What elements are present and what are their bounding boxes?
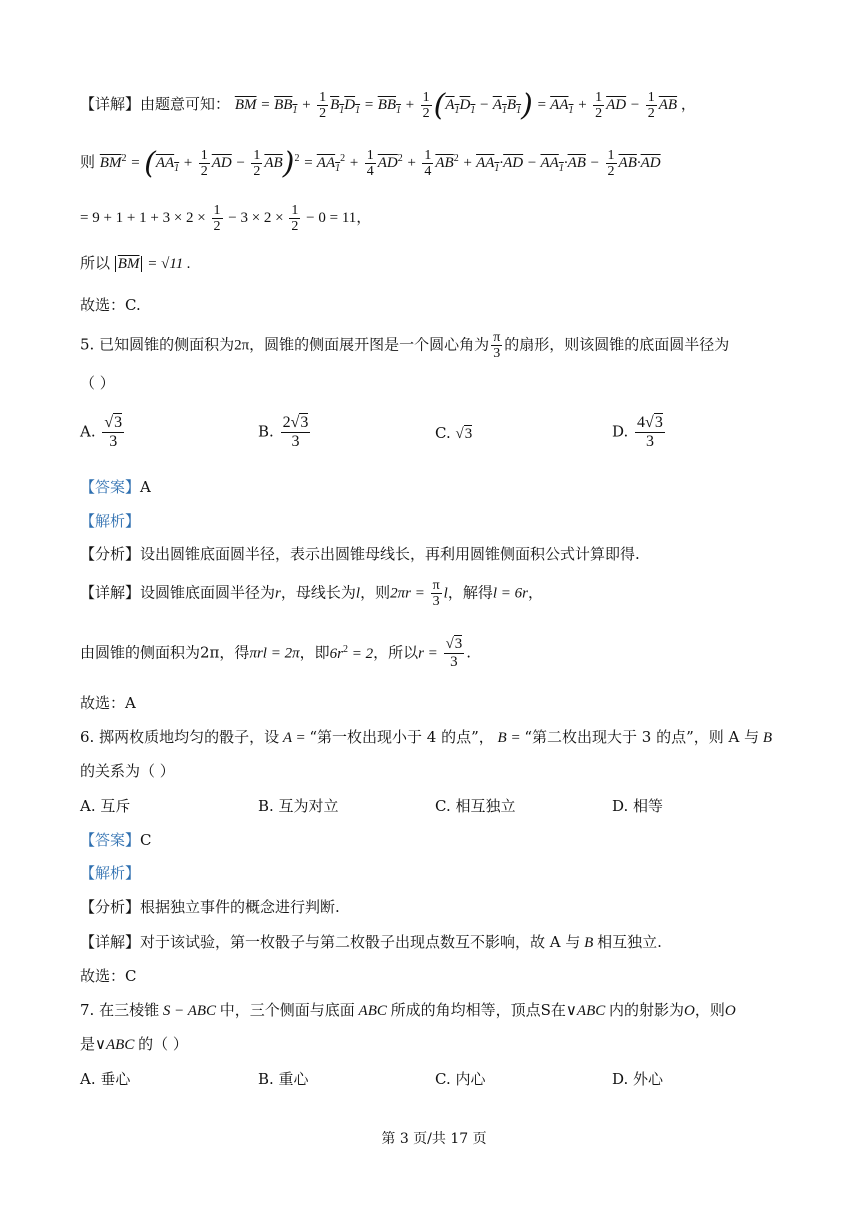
fenxi-text: 根据独立事件的概念进行判断. <box>140 898 340 916</box>
stem-part: ，圆锥的侧面展开图是一个圆心角为 <box>249 335 490 354</box>
calc-part1: = 9 + 1 + 1 + 3 × 2 × <box>80 209 210 226</box>
line-prefix: 则 <box>80 152 96 171</box>
stem-part: 6. 掷两枚质地均匀的骰子，设 <box>80 728 280 746</box>
q4-detail-line1 <box>80 88 696 123</box>
bm-value: = √11 . <box>147 256 191 272</box>
option-label: D. <box>612 422 629 441</box>
detail-part: ，所以 <box>373 643 419 662</box>
stem-part: “第二枚出现大于 3 的点”，则 A 与 <box>524 728 760 746</box>
q6-fenxi <box>80 896 340 917</box>
detail-part: ，则 <box>360 583 391 602</box>
q6-option-a: A. 互斥 <box>80 797 131 815</box>
q5-fenxi <box>80 543 640 564</box>
detail-part: 由圆锥的侧面积为 <box>80 643 201 662</box>
detail-part: ， <box>527 583 543 602</box>
q6-option-d: D. 相等 <box>612 797 664 815</box>
stem-part: 7. 在三棱锥 <box>80 1001 160 1019</box>
line-prefix: 所以 <box>80 254 111 272</box>
detail-tag: 【详解】 <box>80 583 141 602</box>
q4-detail-line4 <box>80 252 191 273</box>
q6-choice: 故选：C <box>80 967 137 985</box>
q6-option-c: C. 相互独立 <box>435 797 516 815</box>
stem-part: 5. 已知圆锥的侧面积为 <box>80 335 235 354</box>
calc-part3: − 0 = 11， <box>302 209 372 226</box>
option-label: B. <box>258 422 274 441</box>
q6-stem-line2: 的关系为（ ） <box>80 762 175 780</box>
q5-option-b: B. $\frac{2√3}{3}$ <box>258 414 309 450</box>
q4-choice: 故选：C. <box>80 296 141 314</box>
answer-tag: 【答案】 <box>80 478 141 496</box>
stem-part: ，则 <box>694 1001 725 1019</box>
q5-choice: 故选：A <box>80 694 136 712</box>
calc-part2: − 3 × 2 × <box>224 209 288 226</box>
q4-detail-line2 <box>80 146 661 181</box>
detail-part: ，解得 <box>447 583 493 602</box>
q7-option-d: D. 外心 <box>612 1070 664 1088</box>
q5-analysis-tag: 【解析】 <box>80 512 141 530</box>
q7-option-c: C. 内心 <box>435 1070 486 1088</box>
q6-option-b: B. 互为对立 <box>258 797 339 815</box>
q6-analysis-tag: 【解析】 <box>80 864 141 882</box>
formula-bm-squared: $\overline{BM}^2 = (AA_1$ + $\frac{1}{2}$ $\overline{AD}$ − $\frac{1}{2}$ $\overline{AB})^2 = AA_1^2$ + $\frac{1}{4}$ $\overline{AD}^2$ + $\frac{1}{4}$ $\overline{AB}^2 + AA_1\cdot\overline{AD} - AA_1\cdot\overline{AB}$ − $\frac{1}{2}$ $\overline{AB}\cdot\overline{AD}$ <box>99 146 661 181</box>
q6-answer <box>80 829 152 850</box>
q5-answer <box>80 476 151 497</box>
bm-magnitude: $\overline{BM}$ <box>115 256 143 272</box>
q7-stem-line2: 是∨ABC 的（ ） <box>80 1035 188 1053</box>
detail-part: ，即 <box>299 643 330 662</box>
q5-detail-line1: 【详解】设圆锥底面圆半径为r，母线长为l，则2πr = $\frac{\pi}{3}$ l，解得l = 6r， <box>80 578 543 609</box>
detail-part: 设圆锥底面圆半径为 <box>140 583 276 602</box>
stem-math: 2π <box>234 337 250 354</box>
detail-part: ，得 <box>219 643 250 662</box>
stem-part: 内的射影为 <box>608 1001 684 1019</box>
detail-part: 相互独立. <box>597 933 662 951</box>
detail-part: 对于该试验，第一枚骰子与第二枚骰子出现点数互不影响，故 A 与 <box>140 933 581 951</box>
stem-part: “第一枚出现小于 4 的点”， <box>309 728 494 746</box>
fenxi-tag: 【分析】 <box>80 898 141 916</box>
fenxi-tag: 【分析】 <box>80 545 141 563</box>
detail-tag: 【详解】 <box>80 94 141 113</box>
q5-paren: （ ） <box>80 374 115 392</box>
q5-option-a: A. $\frac{√3}{3}$ <box>80 414 123 450</box>
page-footer: 第 3 页/共 17 页 <box>381 1131 487 1147</box>
fenxi-text: 设出圆锥底面圆半径，表示出圆锥母线长，再利用圆锥侧面积公式计算即得. <box>140 545 640 563</box>
q6-detail: 【详解】对于该试验，第一枚骰子与第二枚骰子出现点数互不影响，故 A 与 B 相互独立. <box>80 933 662 951</box>
q7-option-a: A. 垂心 <box>80 1070 131 1088</box>
answer-value: A <box>140 478 151 496</box>
q5-option-d: D. $\frac{4√3}{3}$ <box>612 414 663 450</box>
stem-part: 中，三个侧面与底面 <box>219 1001 355 1019</box>
q7-stem-line1: 7. 在三棱锥 S − ABC 中，三个侧面与底面 ABC 所成的角均相等，顶点S在∨ABC 内的射影为O，则O <box>80 1001 736 1019</box>
q6-stem-line1: 6. 掷两枚质地均匀的骰子，设 A = “第一枚出现小于 4 的点”， B = “第二枚出现大于 3 的点”，则 A 与 B <box>80 728 773 746</box>
stem-part: 是 <box>80 1035 96 1053</box>
q5-option-c: C. √3 <box>435 424 473 442</box>
q5-detail-line2: 由圆锥的侧面积为2π，得πrl = 2π，即$6r^2 = 2$，所以r = $\frac{√3}{3}$ . <box>80 636 472 670</box>
detail-part: ，母线长为 <box>280 583 356 602</box>
detail-tag: 【详解】 <box>80 933 141 951</box>
q7-option-b: B. 重心 <box>258 1070 309 1088</box>
stem-part: 所成的角均相等，顶点S在 <box>390 1001 566 1019</box>
option-label: C. <box>435 424 451 442</box>
stem-part: 的（ ） <box>138 1035 188 1053</box>
q4-detail-line3: = 9 + 1 + 1 + 3 × 2 × $\frac{1}{2}$ − 3 × 2 × $\frac{1}{2}$ − 0 = 11， <box>80 203 372 234</box>
detail-intro: 由题意可知： <box>140 94 231 113</box>
answer-tag: 【答案】 <box>80 831 141 849</box>
answer-value: C <box>140 831 152 849</box>
option-label: A. <box>80 422 96 441</box>
q5-stem: 5. 已知圆锥的侧面积为2π，圆锥的侧面展开图是一个圆心角为 $\frac{\pi}{3}$ 的扇形，则该圆锥的底面圆半径为 <box>80 330 730 361</box>
stem-part: 的扇形，则该圆锥的底面圆半径为 <box>504 335 730 354</box>
formula-bm: $\overline{BM} = BB_1$ + $\frac{1}{2}$ $B_1D_1 = BB_1$ + $\frac{1}{2}$ $(A_1D_1 - A_1B_1) = AA_1$ + $\frac{1}{2}$ $\overline{AD}$ − $\frac{1}{2}$ $\overline{AB}$ ， <box>234 88 696 123</box>
